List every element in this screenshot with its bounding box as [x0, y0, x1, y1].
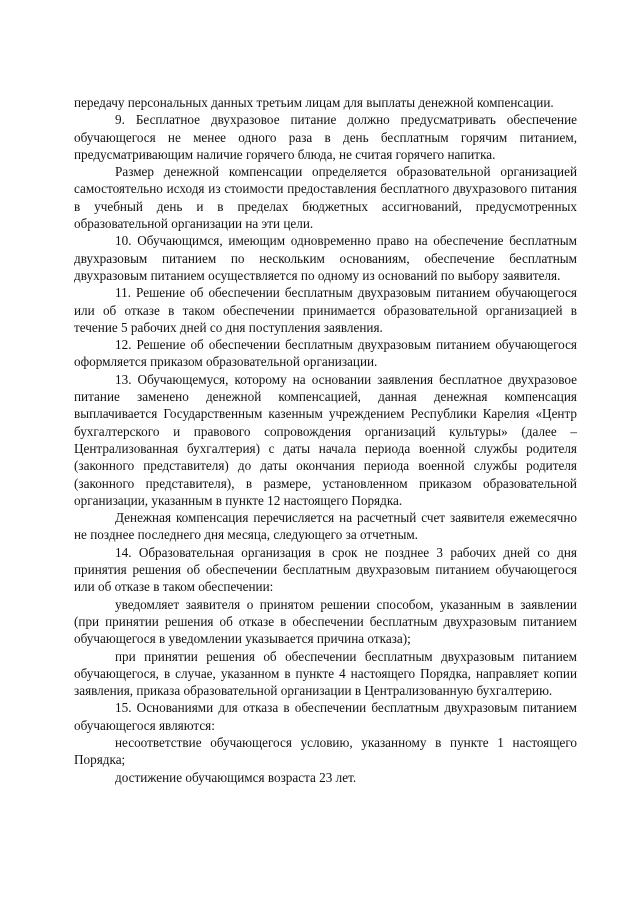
paragraph-14-notification: 14. Образовательная организация в срок не позднее 3 рабочих дней со дня принятия решения об обеспечении бесплатным двухразовым питанием обучающегося или об отказе в таком обеспечении: [74, 544, 577, 595]
paragraph-compensation-transfer: Денежная компенсация перечисляется на расчетный счет заявителя ежемесячно не позднее последнего дня месяца, следующего за отчетным. [74, 510, 577, 543]
paragraph-notify-applicant: уведомляет заявителя о принятом решении способом, указанным в заявлении (при принятии решения об отказе в обеспечении бесплатным двухразовым питанием обучающегося в уведомлении указывается причина отказа); [74, 596, 577, 647]
paragraph-compensation-size: Размер денежной компенсации определяется образовательной организацией самостоятельно исходя из стоимости предоставления бесплатного двухразового питания в учебный день и в пределах бюджетных ассигнований, предусмотренных образовательной организации на эти цели. [74, 164, 577, 232]
paragraph-send-copies: при принятии решения об обеспечении бесплатным двухразовым питанием обучающегося, в случае, указанном в пункте 4 настоящего Порядка, направляет копии заявления, приказа образовательной организации в Централизованную бухгалтерию. [74, 648, 577, 699]
paragraph-13-compensation-payment: 13. Обучающемуся, которому на основании заявления бесплатное двухразовое питание заменено денежной компенсацией, данная денежная компенсация выплачивается Государственным казенным учреждением Республики Карелия «Центр бухгалтерского и правового сопровождения организаций культуры» (далее – Централизованная бухгалтерия) с даты начала периода военной службы родителя (законного представителя) до даты окончания периода военной службы родителя (законного представителя), в размере, установленном приказом образовательной организации, указанным в пункте 12 настоящего Порядка. [74, 371, 577, 508]
paragraph-12-decision-order: 12. Решение об обеспечении бесплатным двухразовым питанием обучающегося оформляется приказом образовательной организации. [74, 337, 577, 370]
paragraph-9-hot-meal: 9. Бесплатное двухразовое питание должно предусматривать обеспечение обучающегося не менее одного раза в день бесплатным горячим питанием, предусматривающим наличие горячего блюда, не считая горячего напитка. [74, 112, 577, 162]
paragraph-11-decision-term: 11. Решение об обеспечении бесплатным двухразовым питанием обучающегося или об отказе в таком обеспечении принимается образовательной организацией в течение 5 рабочих дней со дня поступления заявления. [74, 285, 577, 335]
paragraph-refusal-mismatch: несоответствие обучающегося условию, указанному в пункте 1 настоящего Порядка; [74, 734, 577, 768]
document-page [74, 94, 577, 786]
paragraph-10-multiple-grounds: 10. Обучающимся, имеющим одновременно право на обеспечение бесплатным двухразовым питанием по нескольким основаниям, обеспечение бесплатным двухразовым питанием осуществляется по одному из оснований по выбору заявителя. [74, 233, 577, 283]
paragraph-compensation-continued: передачу персональных данных третьим лицам для выплаты денежной компенсации. [74, 95, 554, 110]
paragraph-15-refusal-grounds: 15. Основаниями для отказа в обеспечении бесплатным двухразовым питанием обучающегося являются: [74, 700, 577, 733]
paragraph-refusal-age: достижение обучающимся возраста 23 лет. [115, 769, 357, 785]
